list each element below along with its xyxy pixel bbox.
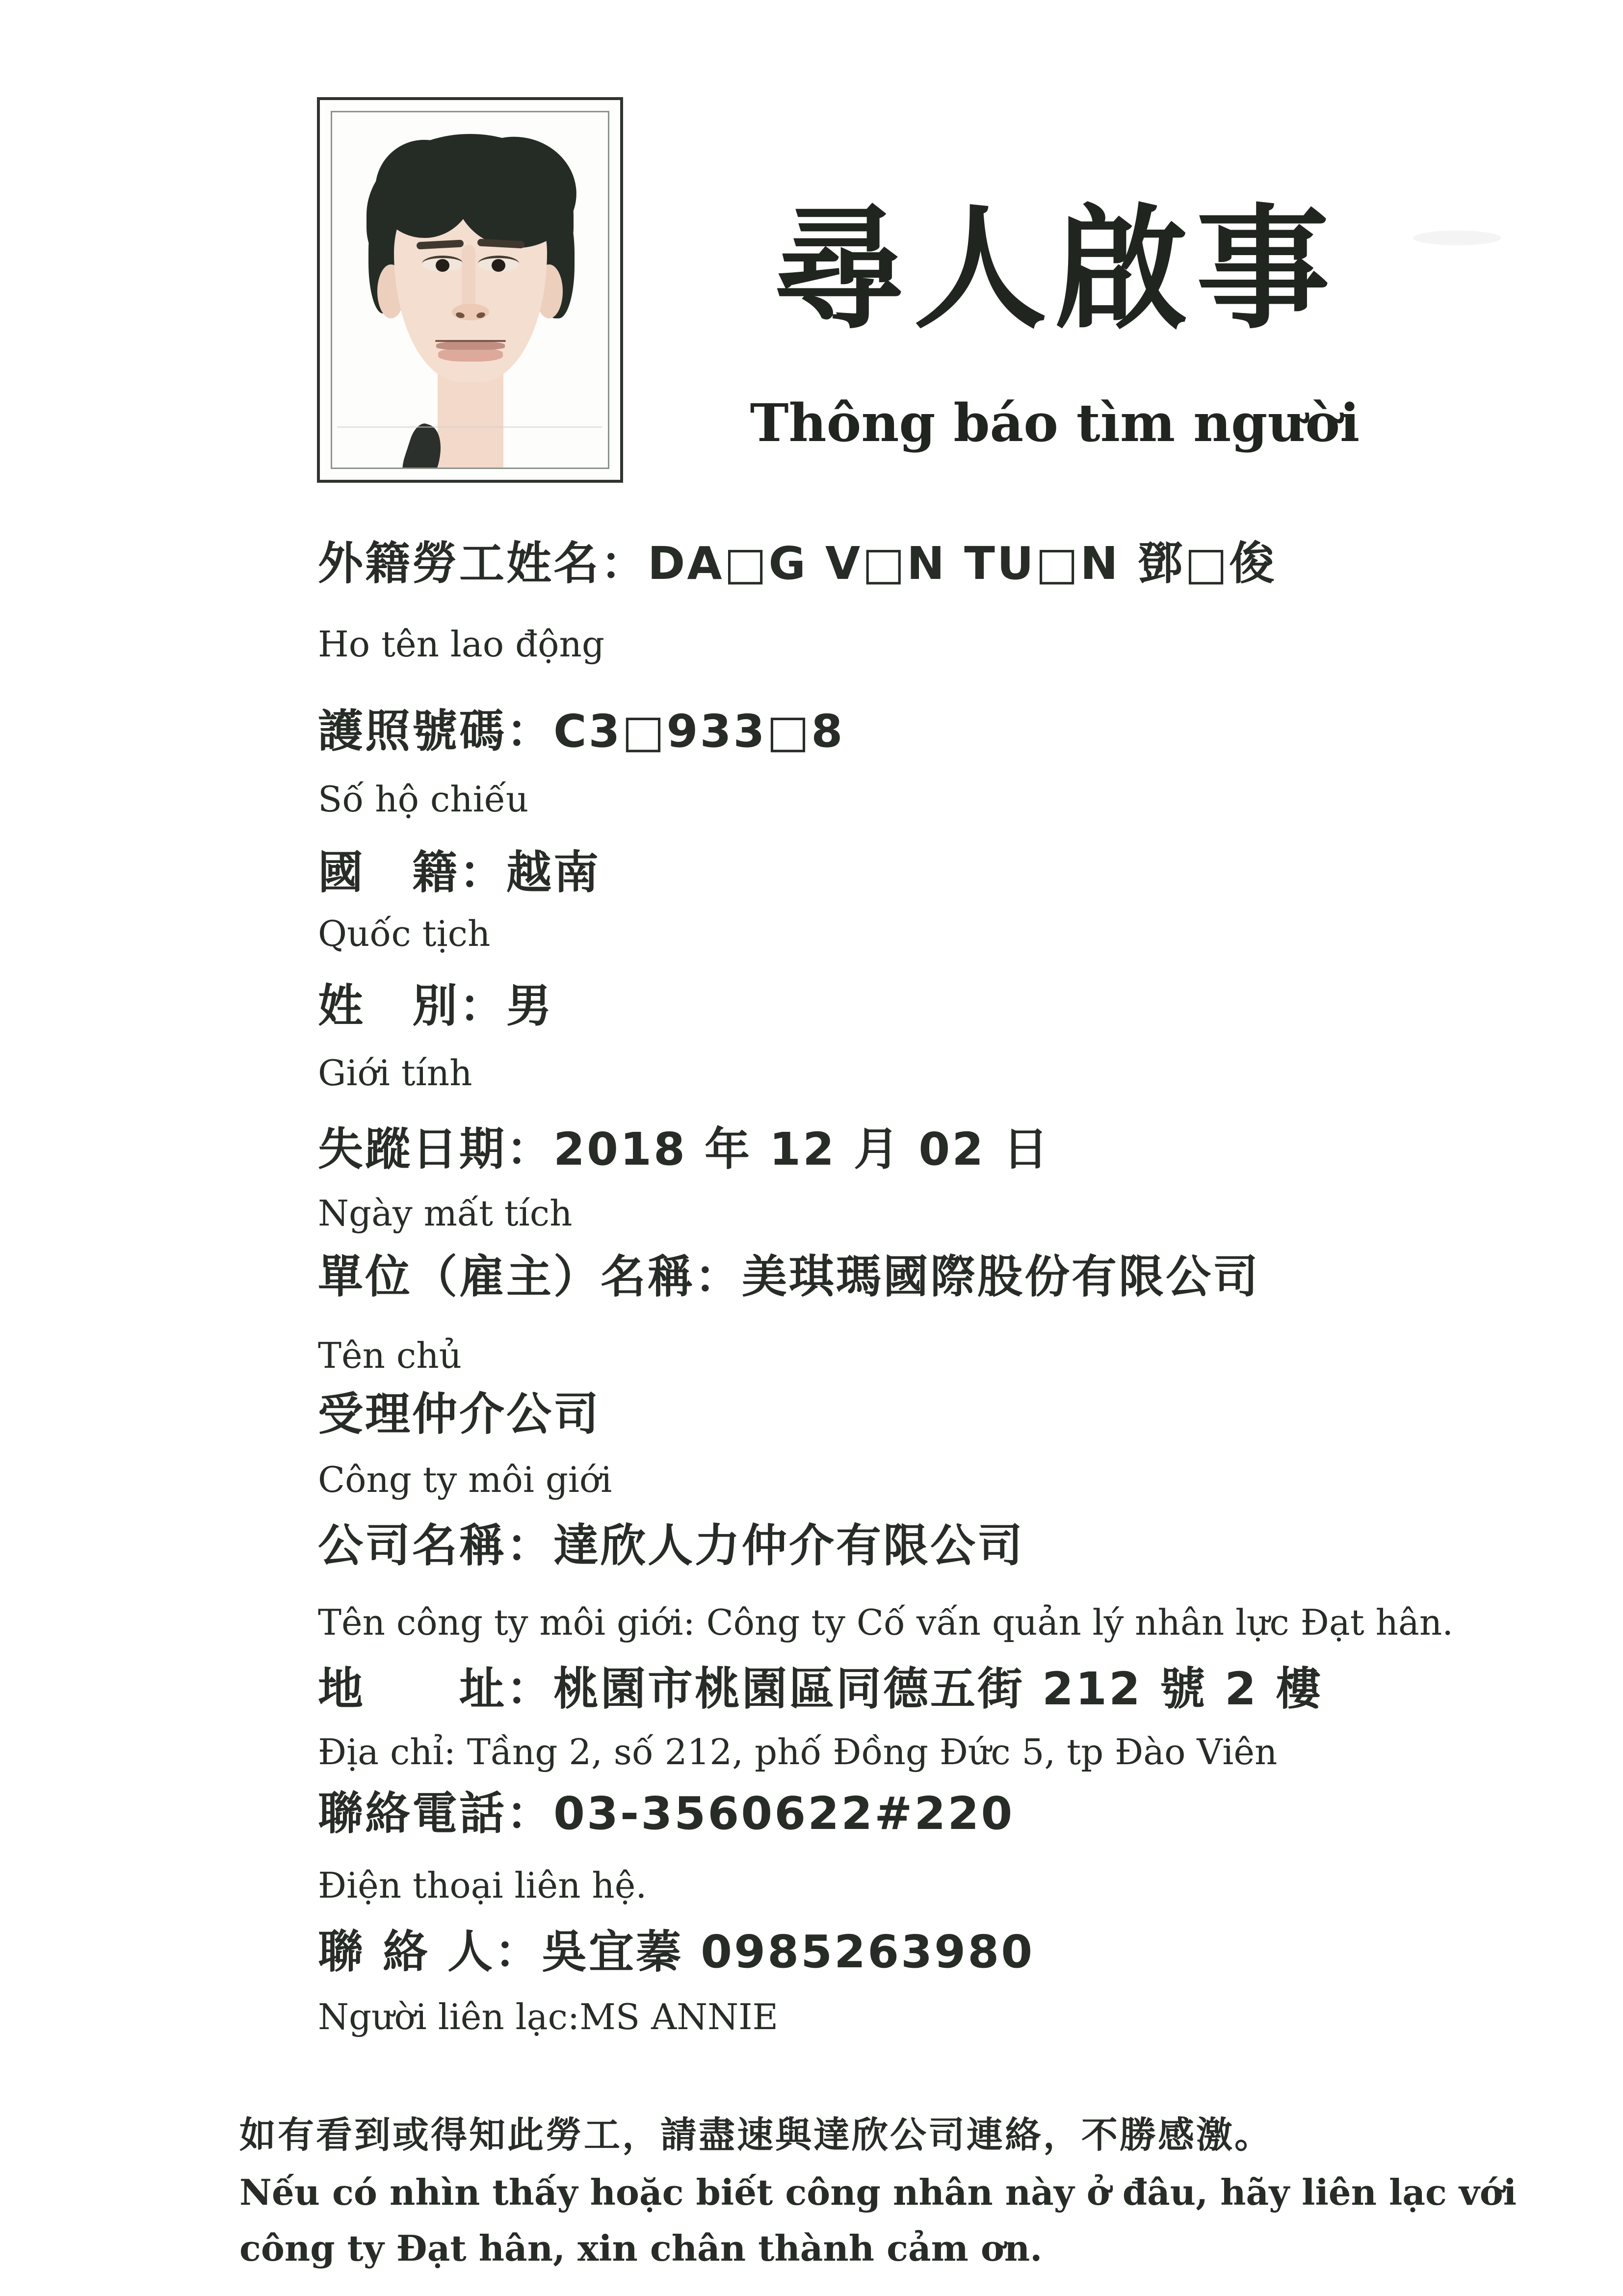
footer-appeal-vi-line2: công ty Đạt hân, xin chân thành cảm ơn. xyxy=(239,2227,1043,2269)
portrait-pupil-left xyxy=(436,259,449,272)
portrait-pupil-right xyxy=(492,259,505,272)
portrait-lip-lower xyxy=(438,348,503,362)
field-gender-zh: 姓 別：男 xyxy=(318,980,554,1032)
field-contact-phone-zh: 聯絡電話：03-3560622#220 xyxy=(318,1787,1015,1840)
field-address-zh: 地 址：桃園市桃園區同德五街 212 號 2 樓 xyxy=(318,1663,1323,1715)
portrait-eye-right xyxy=(478,256,519,272)
field-missing-date-zh: 失蹤日期：2018 年 12 月 02 日 xyxy=(318,1123,1050,1175)
field-passport-number-vi: Số hộ chiếu xyxy=(318,779,529,820)
scan-artifact-smudge xyxy=(1413,231,1501,245)
portrait-mouth-line xyxy=(435,340,506,342)
notice-title-vi: Thông báo tìm người xyxy=(750,392,1360,453)
field-nationality-vi: Quốc tịch xyxy=(318,913,491,954)
field-address-vi: Địa chỉ: Tầng 2, số 212, phố Đồng Đức 5, tp Đào Viên xyxy=(318,1731,1278,1773)
field-contact-person-vi: Người liên lạc:MS ANNIE xyxy=(318,1996,779,2037)
portrait-lip-upper xyxy=(436,341,505,350)
field-worker-name-zh: 外籍勞工姓名：DA□G V□N TU□N 鄧□俊 xyxy=(318,537,1277,590)
field-missing-date-vi: Ngày mất tích xyxy=(318,1193,573,1234)
footer-appeal-vi-line1: Nếu có nhìn thấy hoặc biết công nhân này ở đâu, hãy liên lạc với xyxy=(239,2171,1517,2213)
field-gender-vi: Giới tính xyxy=(318,1052,472,1094)
field-contact-person-zh: 聯 絡 人：吳宜蓁 0985263980 xyxy=(318,1926,1035,1978)
scan-artifact-line xyxy=(337,426,602,428)
field-nationality-zh: 國 籍：越南 xyxy=(318,846,601,899)
section-agency-vi: Công ty môi giới xyxy=(318,1459,612,1500)
field-employer-name-vi: Tên chủ xyxy=(318,1335,462,1376)
field-employer-name-zh: 單位（雇主）名稱：美琪瑪國際股份有限公司 xyxy=(318,1251,1260,1303)
field-agency-name-vi: Tên công ty môi giới: Công ty Cố vấn quản lý nhân lực Đạt hân. xyxy=(318,1602,1454,1643)
worker-photo-frame xyxy=(317,97,623,483)
section-agency-zh: 受理仲介公司 xyxy=(318,1388,601,1440)
field-agency-name-zh: 公司名稱：達欣人力仲介有限公司 xyxy=(318,1519,1025,1572)
field-worker-name-vi: Ho tên lao động xyxy=(318,624,604,665)
field-passport-number-zh: 護照號碼：C3□933□8 xyxy=(318,705,845,757)
notice-title-zh: 尋人啟事 xyxy=(772,192,1337,347)
worker-photo xyxy=(331,111,609,469)
field-contact-phone-vi: Điện thoại liên hệ. xyxy=(318,1865,647,1906)
footer-appeal-zh: 如有看到或得知此勞工，請盡速與達欣公司連絡，不勝感激。 xyxy=(239,2114,1273,2156)
portrait-eye-left xyxy=(422,256,463,272)
